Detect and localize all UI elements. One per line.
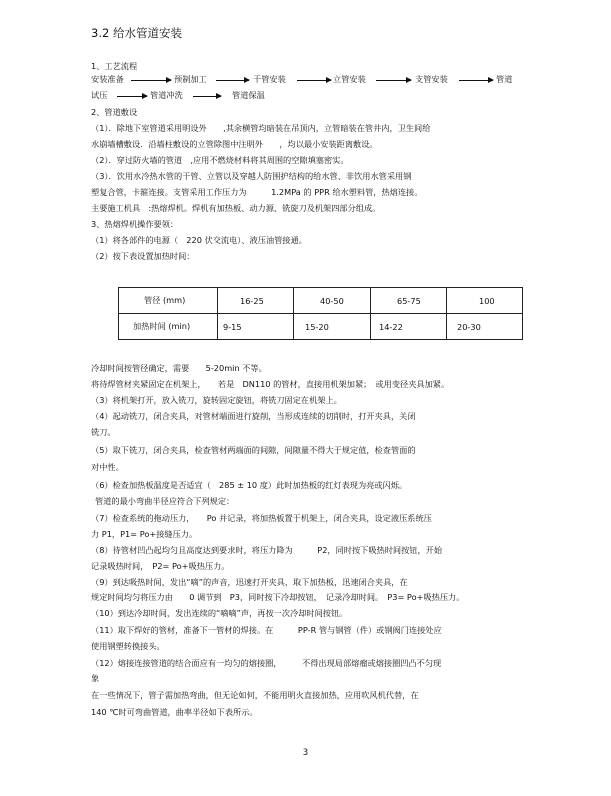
paragraph-line: （10）到达冷却时间，发出连续的“嘀嘀”声，再按一次冷却时间按钮。 (91, 608, 348, 618)
paragraph-line: （3）将机架打开，放入铣刀，旋转固定旋钮，将铣刀固定在机架上。 (91, 395, 342, 405)
arrow-icon (297, 80, 331, 81)
paragraph-line: 象 (91, 673, 100, 683)
section-heading: 2、管道敷设 (91, 107, 138, 117)
page-title: 3.2 给水管道安装 (91, 26, 182, 40)
paragraph-line: 力 P1，P1= Po+接缝压力。 (91, 529, 198, 539)
paragraph-line: （1）．除地下室管道采用明设外 ,其余横管均暗装在吊顶内，立管暗装在管井内，卫生间给 (91, 123, 431, 133)
table-cell: 9-15 (218, 314, 294, 340)
table-cell: 14-22 (371, 314, 447, 340)
arrow-icon (117, 96, 147, 97)
paragraph-line: 管道的最小弯曲半径应符合下列规定： (95, 496, 235, 506)
arrow-icon (459, 80, 493, 81)
arrow-icon (193, 96, 221, 97)
paragraph-line: （7）检查系统的拖动压力， Po 并记录，将加热板置于机架上，闭合夹具，设定液压系统压 (91, 513, 432, 523)
paragraph-line: 塑复合管，卡箍连接。支管采用工作压力为 1.2MPa 的 PPR 给水塑料管，热熔连接。 (91, 187, 423, 197)
arrow-icon (216, 80, 249, 81)
paragraph-line: （2）．穿过防火墙的管道 ,应用不燃烧材料将其周围的空隙填塞密实。 (91, 155, 349, 165)
table-cell: 15-20 (294, 314, 371, 340)
paragraph-line: 铣刀。 (91, 427, 116, 437)
paragraph-line: （5）取下铣刀，闭合夹具，检查管材两端面的间隙，间隙量不得大于规定值，检查管面的 (91, 445, 416, 455)
paragraph-line: 主要施工机具 :热熔焊机。焊机有加热板、动力源、铣旋刀及机架四部分组成。 (91, 203, 381, 213)
table-cell: 20-30 (447, 314, 523, 340)
page-number: 3 (302, 748, 309, 758)
flow-step: 试压 (91, 90, 108, 100)
heating-time-table (118, 287, 523, 340)
table-cell: 16-25 (218, 288, 294, 314)
table-cell: 40-50 (294, 288, 371, 314)
paragraph-line: 140 ℃时可弯曲管道，曲率半径如下表所示。 (91, 707, 258, 717)
table-cell: 加热时间 (min) (119, 314, 218, 340)
flow-step: 管道 (496, 74, 513, 84)
paragraph-line: （11）取下焊好的管材，准备下一管材的焊接。在 PP-R 管与钢管（件）或钢阀门连接处应 (91, 625, 442, 635)
table-cell: 管径 (mm) (119, 288, 218, 314)
paragraph-line: 在一些情况下，管子需加热弯曲，但无论如何，不能用明火直接加热，应用吹风机代替，在 (91, 690, 419, 700)
flow-step: 立管安装 (333, 74, 366, 84)
flow-step: 安装准备 (91, 74, 124, 84)
paragraph-line: （4）起动铣刀，闭合夹具，对管材端面进行旋削，当形成连续的切削时，打开夹具，关闭 (91, 411, 416, 421)
paragraph-line: （2）按下表设置加热时间： (91, 251, 195, 261)
paragraph-line: 使用钢塑转换接头。 (91, 641, 165, 651)
paragraph-line: 将待焊管材夹紧固定在机架上， 若是 DN110 的管材，直接用机架加紧； 或用变径夹具加紧。 (91, 379, 450, 389)
table-cell: 65-75 (371, 288, 447, 314)
paragraph-line: 冷却时间按管径确定，需要 5-20min 不等。 (91, 363, 267, 373)
paragraph-line: （12）熔接连接管道的结合面应有一均匀的熔接圈， 不得出现局部熔瘤或熔接圈凹凸不匀现 (91, 658, 442, 668)
arrow-icon (376, 80, 411, 81)
paragraph-line: （3）．饮用水冷热水管的干管、立管以及穿越人防围护结构的给水管、非饮用水管采用钢 (91, 171, 412, 181)
flow-step: 支管安装 (415, 74, 448, 84)
paragraph-line: （8）待管材凹凸起均匀且高度达到要求时，将压力降为 P2，同时按下吸热时间按钮，开始 (91, 545, 443, 555)
paragraph-line: （9）到达吸热时间，发出“嘀”的声音，迅速打开夹具，取下加热板，迅速闭合夹具，在 (91, 577, 408, 587)
paragraph-line: 水崩墙槽敷设．沿墙柱敷设的立管除图中注明外 ，均以最小安装距离敷设。 (91, 139, 378, 149)
flow-step: 管道冲洗 (150, 90, 183, 100)
flow-step: 预制加工 (174, 74, 207, 84)
paragraph-line: （1）将各部件的电源（ 220 伏交流电）、液压油管接通。 (91, 235, 307, 245)
paragraph-line: 对中性。 (91, 462, 124, 472)
table-header-row (119, 288, 523, 314)
paragraph-line: （6）检查加热板温度是否适宜（ 285 ± 10 度）此时加热板的红灯表现为亮或闪烁。 (91, 480, 408, 490)
flow-step: 管道保温 (232, 90, 265, 100)
process-heading: 1、工艺流程 (91, 61, 138, 71)
paragraph-line: 记录吸热时间， P2= Po+吸热压力。 (91, 561, 230, 571)
table-row (119, 314, 523, 340)
section-heading: 3、热熔焊机操作要领： (91, 219, 179, 229)
flow-step: 干管安装 (253, 74, 286, 84)
arrow-icon (131, 80, 171, 81)
table-cell: 100 (447, 288, 523, 314)
paragraph-line: 规定时间均匀将压力由 0 调节到 P3，同时按下冷却按钮， 记录冷却时间。 P3= Po+吸热压力。 (91, 592, 465, 602)
